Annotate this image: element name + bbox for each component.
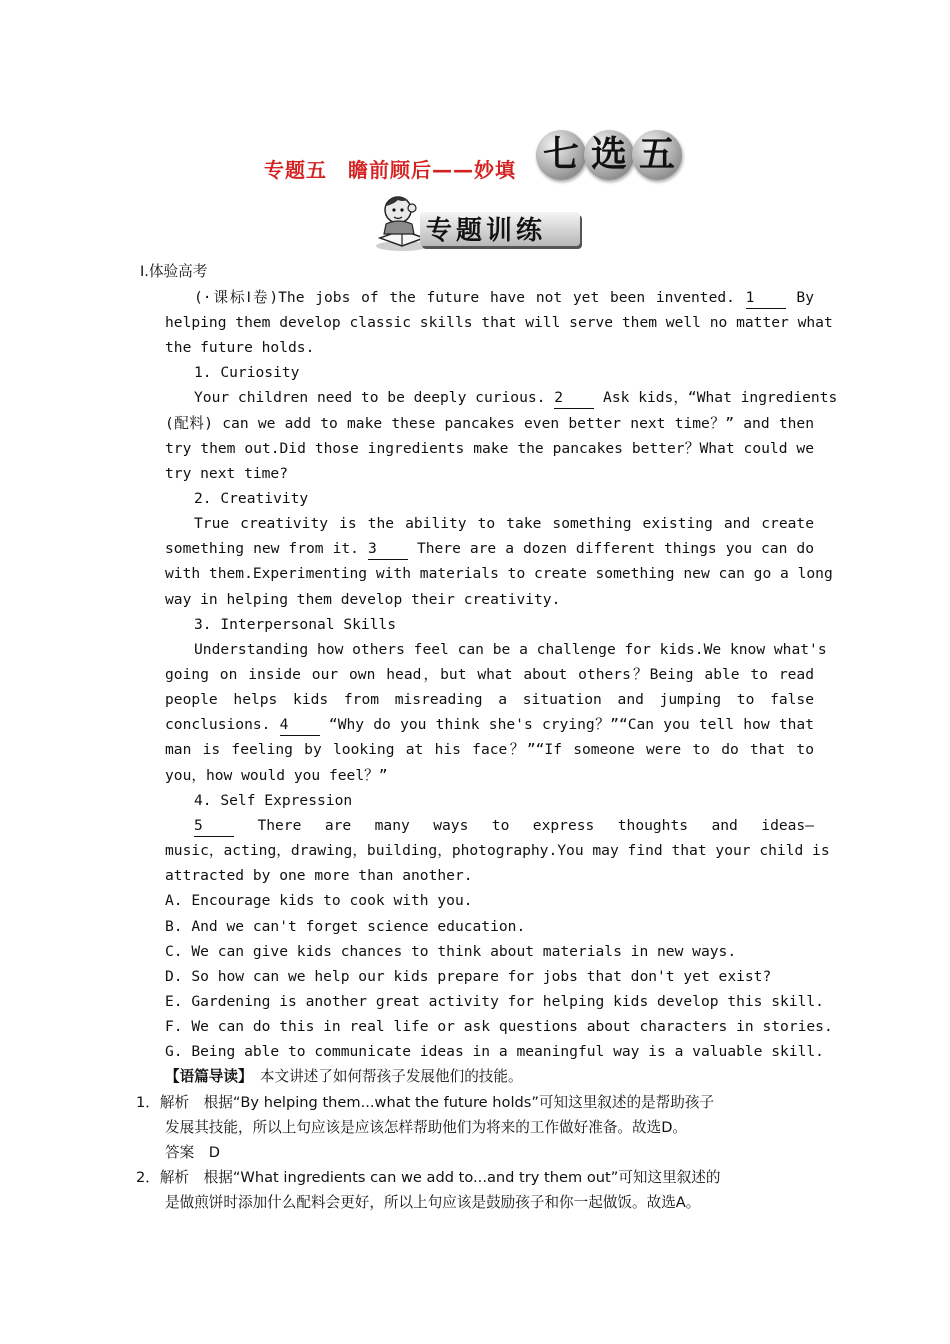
section-badge	[368, 190, 586, 254]
passage-line: (·课标Ⅰ卷)The jobs of the future have not yet been invented. 1 By	[194, 288, 814, 309]
option-b: B. And we can't forget science education.	[165, 918, 526, 935]
option-c: C. We can give kids chances to think about materials in new ways.	[165, 943, 737, 960]
passage-line: you，how would you feel？”	[165, 767, 388, 784]
page-title: 专题五 瞻前顾后——妙填	[264, 158, 516, 182]
blank-4[interactable]: 4	[280, 715, 320, 736]
reading-guide: 【语篇导读】 本文讲述了如何帮孩子发展他们的技能。	[165, 1068, 523, 1085]
title-row	[0, 126, 950, 182]
passage-line: Your children need to be deeply curious. 2 Ask kids，“What ingredients	[194, 388, 814, 409]
option-d: D. So how can we help our kids prepare for jobs that don't yet exist?	[165, 968, 772, 985]
passage-line: conclusions. 4 “Why do you think she's crying？”“Can you tell how that	[165, 715, 814, 736]
passage-line: (配料) can we add to make these pancakes even better next time？” and then	[165, 415, 814, 432]
passage-line: Understanding how others feel can be a challenge for kids.We know what's	[194, 641, 827, 658]
title-ball-xuan: 选	[584, 130, 634, 180]
answer-1-key: 答案 D	[165, 1144, 221, 1161]
blank-1[interactable]: 1	[746, 288, 786, 309]
option-a: A. Encourage kids to cook with you.	[165, 892, 473, 909]
passage-line: man is feeling by looking at his face？”“If someone were to do that to	[165, 741, 814, 758]
answer-1-analysis: 1．解析 根据“By helping them...what the future holds”可知这里叙述的是帮助孩子	[136, 1094, 715, 1111]
section-heading: Ⅰ.体验高考	[140, 263, 208, 280]
subheading-curiosity: 1. Curiosity	[194, 364, 300, 381]
passage-line: 5 There are many ways to express thoughts and ideas—	[194, 816, 814, 837]
blank-2[interactable]: 2	[554, 388, 594, 409]
blank-5[interactable]: 5	[194, 816, 234, 837]
option-e: E. Gardening is another great activity for helping kids develop this skill.	[165, 993, 824, 1010]
subheading-self-expression: 4. Self Expression	[194, 792, 353, 809]
subheading-interpersonal: 3. Interpersonal Skills	[194, 616, 397, 633]
option-g: G. Being able to communicate ideas in a meaningful way is a valuable skill.	[165, 1043, 824, 1060]
passage-line: try next time?	[165, 465, 289, 482]
option-f: F. We can do this in real life or ask questions about characters in stories.	[165, 1018, 833, 1035]
answer-2-analysis-cont: 是做煎饼时添加什么配料会更好，所以上句应该是鼓励孩子和你一起做饭。故选A。	[165, 1194, 701, 1211]
passage-line: True creativity is the ability to take something existing and create	[194, 515, 814, 532]
blank-3[interactable]: 3	[368, 539, 408, 560]
passage-line: people helps kids from misreading a situation and jumping to false	[165, 691, 814, 708]
subheading-creativity: 2. Creativity	[194, 490, 309, 507]
passage-line: something new from it. 3 There are a dozen different things you can do	[165, 539, 814, 560]
answer-2-analysis: 2．解析 根据“What ingredients can we add to...and try them out”可知这里叙述的	[136, 1169, 721, 1186]
passage-line: attracted by one more than another.	[165, 867, 473, 884]
passage-line: way in helping them develop their creativity.	[165, 591, 561, 608]
passage-line: the future holds.	[165, 339, 315, 356]
answer-1-analysis-cont: 发展其技能，所以上句应该是应该怎样帮助他们为将来的工作做好准备。故选D。	[165, 1119, 688, 1136]
passage-line: music，acting，drawing，building，photography.You may find that your child is	[165, 842, 830, 859]
passage-line: try them out.Did those ingredients make the pancakes better？What could we	[165, 440, 814, 457]
passage-line: with them.Experimenting with materials to create something new can go a long	[165, 565, 833, 582]
title-ball-qi: 七	[536, 130, 586, 180]
passage-line: going on inside our own head，but what about others？Being able to read	[165, 666, 814, 683]
badge-label: 专题训练	[426, 216, 547, 246]
title-ball-wu: 五	[632, 130, 682, 180]
passage-line: helping them develop classic skills that will serve them well no matter what	[165, 314, 833, 331]
